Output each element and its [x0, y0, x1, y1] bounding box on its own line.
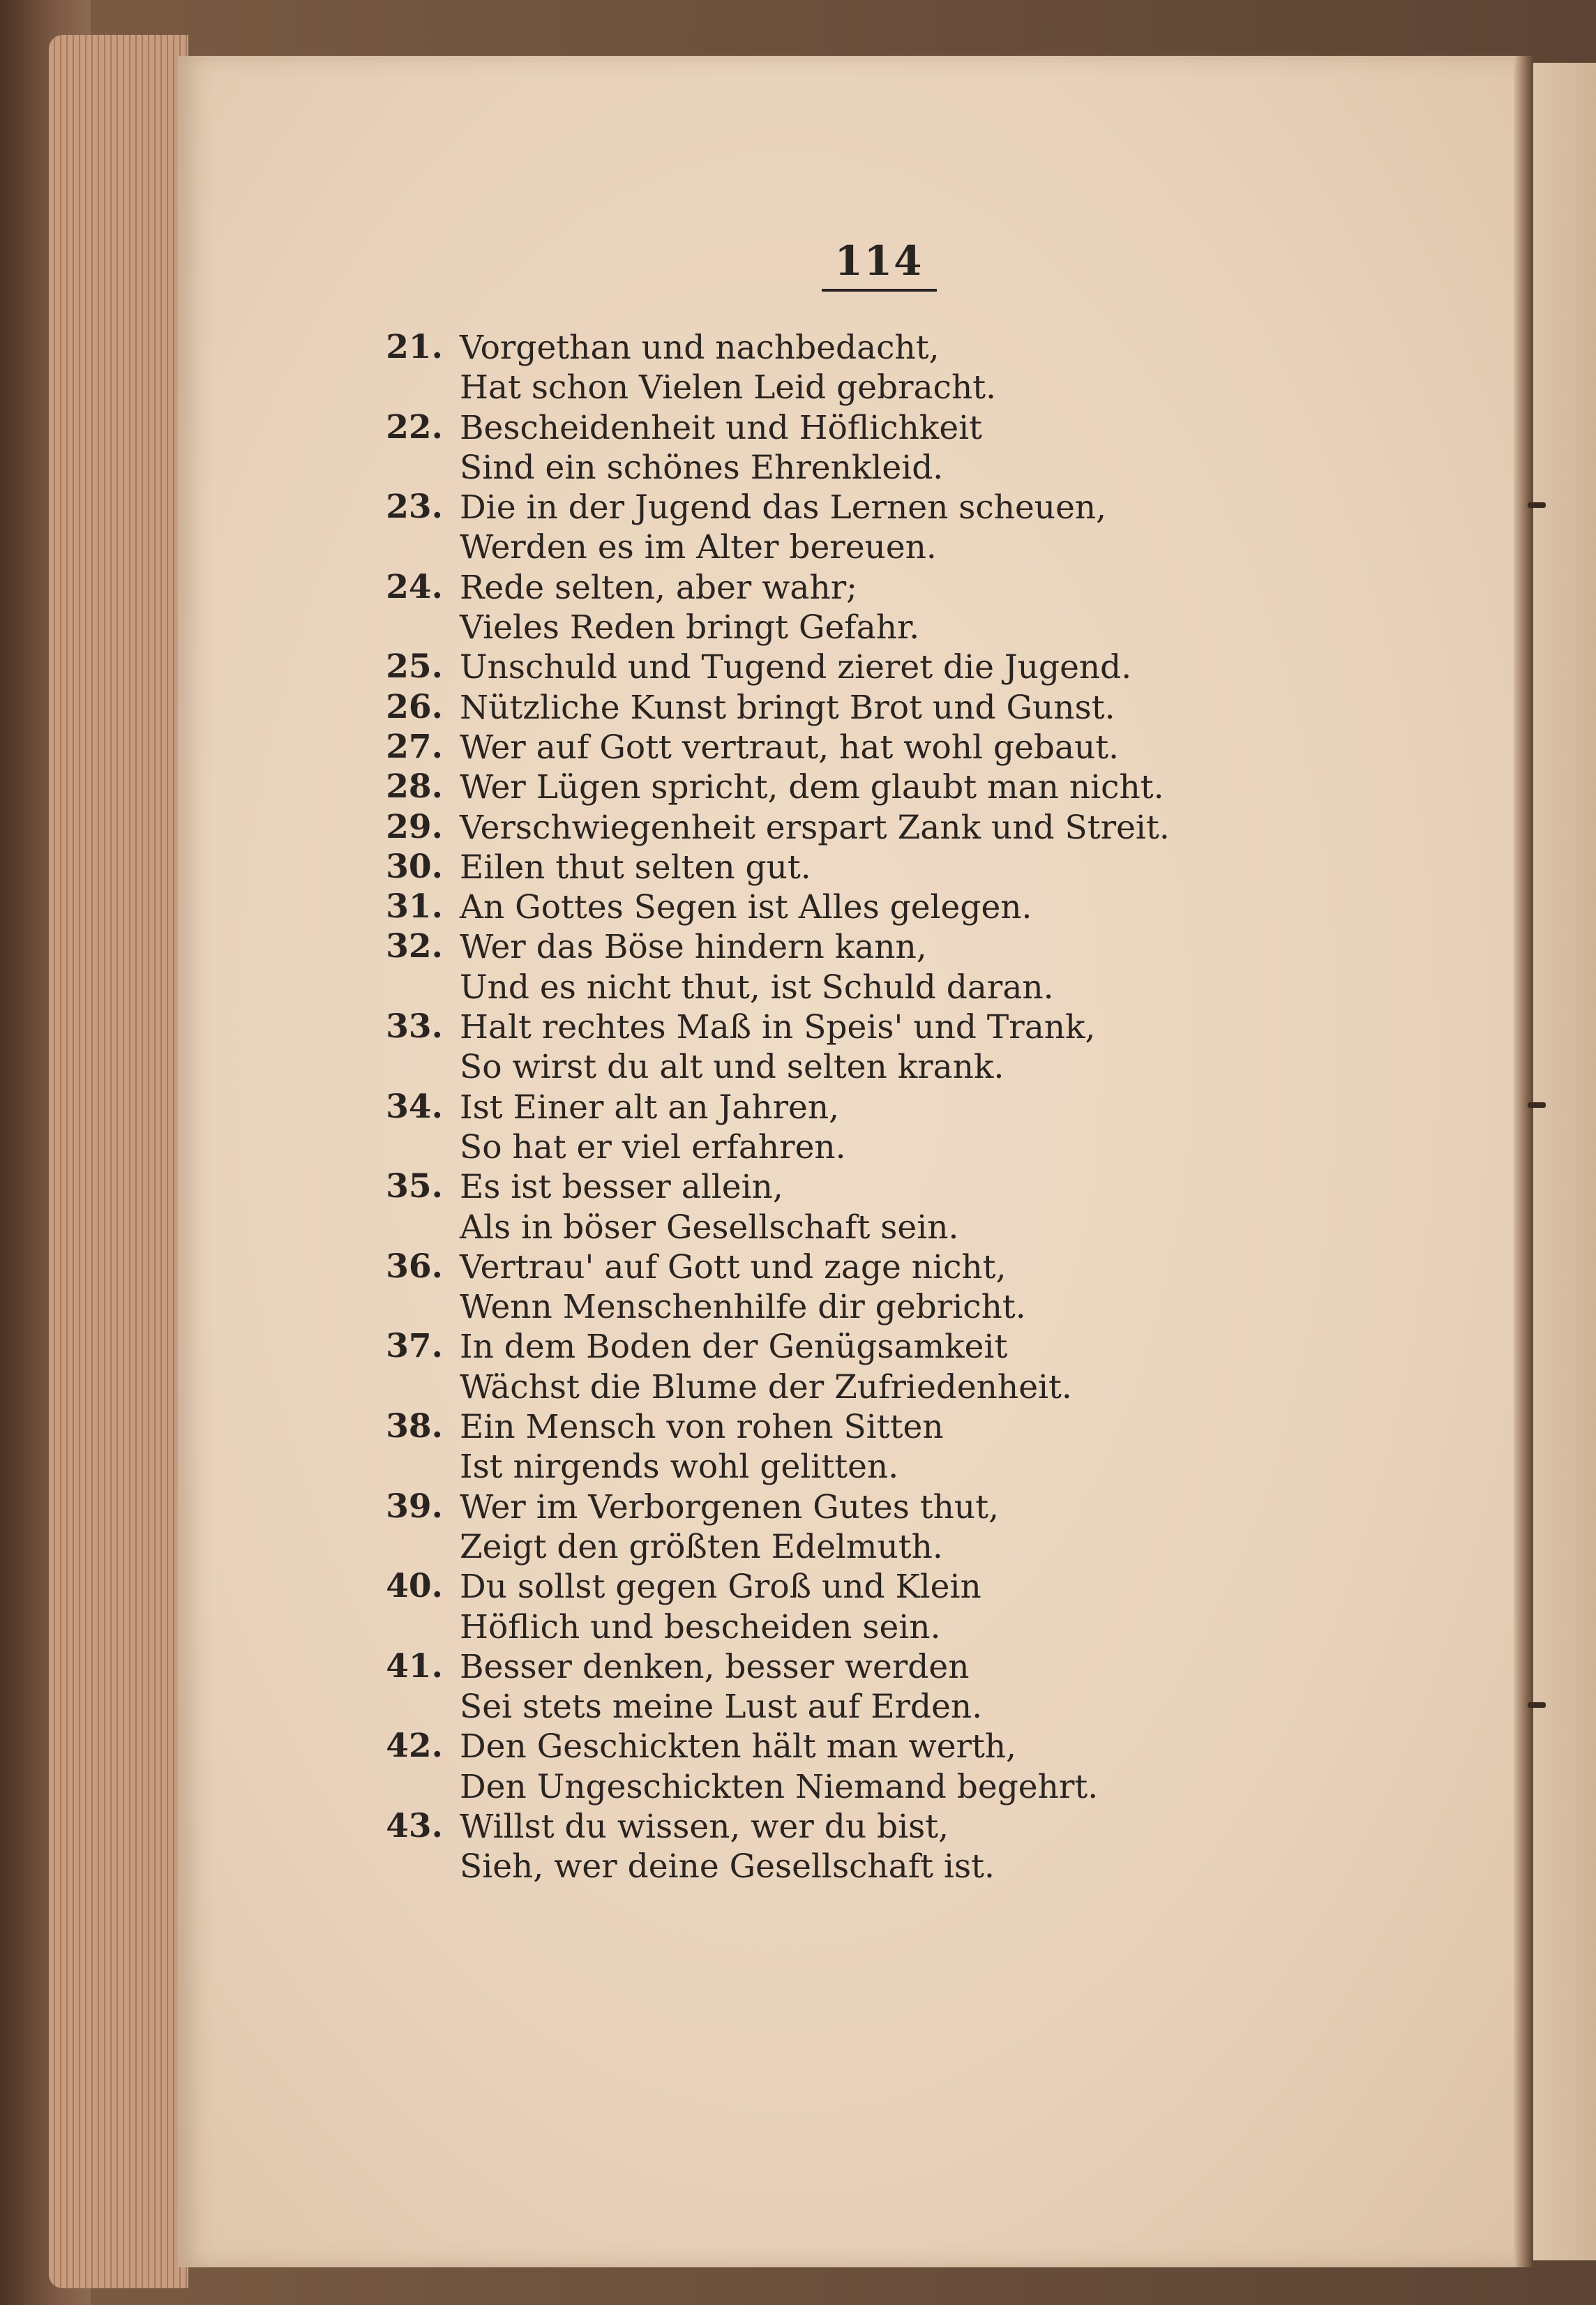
page-edges	[49, 35, 188, 2288]
verse-line: Sieh, wer deine Gesellschaft ist.	[460, 1847, 995, 1886]
verse-number: 27.	[386, 727, 443, 766]
verse-item	[370, 1088, 1277, 1168]
verse-item	[370, 1327, 1277, 1407]
verse-number: 29.	[386, 807, 443, 846]
verse-line: Besser denken, besser werden	[460, 1647, 970, 1686]
verse-line: Als in böser Gesellschaft sein.	[460, 1208, 959, 1247]
verse-lines	[460, 568, 1277, 648]
verse-item	[370, 728, 1277, 767]
verse-number: 40.	[386, 1567, 443, 1606]
verse-lines	[460, 808, 1277, 848]
verse-line: Die in der Jugend das Lernen scheuen,	[460, 488, 1107, 527]
verse-lines	[460, 647, 1277, 687]
binding-stitch	[1528, 502, 1546, 508]
verse-lines	[460, 728, 1277, 767]
verse-line: Den Ungeschickten Niemand begehrt.	[460, 1767, 1099, 1806]
verse-item	[370, 688, 1277, 728]
verse-item	[370, 1007, 1277, 1088]
verse-number: 22.	[386, 407, 443, 446]
verse-item	[370, 328, 1277, 408]
verse-number: 37.	[386, 1327, 443, 1366]
book-gutter	[1514, 56, 1533, 2267]
verse-line: Hat schon Vielen Leid gebracht.	[460, 368, 997, 407]
header-rule	[822, 289, 937, 292]
verse-line: Höflich und bescheiden sein.	[460, 1607, 941, 1646]
verse-number: 21.	[386, 328, 443, 366]
facing-page-edge	[1533, 63, 1596, 2260]
verse-lines	[460, 927, 1277, 1007]
verse-lines	[460, 1007, 1277, 1088]
verse-lines	[460, 1088, 1277, 1168]
verse-lines	[460, 1327, 1277, 1407]
verse-line: Bescheidenheit und Höflichkeit	[460, 408, 983, 447]
verse-item	[370, 488, 1277, 568]
verse-item	[370, 1807, 1277, 1887]
verse-item	[370, 808, 1277, 848]
verse-lines	[460, 767, 1277, 807]
verse-item	[370, 647, 1277, 687]
verse-number: 39.	[386, 1487, 443, 1526]
verse-number: 30.	[386, 847, 443, 886]
verse-item	[370, 848, 1277, 887]
verse-lines	[460, 848, 1277, 887]
verse-item	[370, 927, 1277, 1007]
verse-item	[370, 1647, 1277, 1727]
verse-lines	[460, 1807, 1277, 1887]
verse-item	[370, 568, 1277, 648]
verse-line: Sei stets meine Lust auf Erden.	[460, 1688, 983, 1727]
verse-line: Ist Einer alt an Jahren,	[460, 1088, 840, 1127]
verse-number: 25.	[386, 647, 443, 686]
verse-line: Willst du wissen, wer du bist,	[460, 1807, 949, 1846]
binding-stitch	[1528, 1702, 1546, 1708]
verse-number: 26.	[386, 687, 443, 726]
verse-number: 32.	[386, 927, 443, 966]
verse-lines	[460, 887, 1277, 927]
verse-line: Wächst die Blume der Zufriedenheit.	[460, 1367, 1072, 1406]
verse-line: Sind ein schönes Ehrenkleid.	[460, 448, 944, 487]
verse-number: 34.	[386, 1087, 443, 1126]
verse-item	[370, 1487, 1277, 1568]
verse-number: 38.	[386, 1407, 443, 1446]
verse-lines	[460, 488, 1277, 568]
verse-lines	[460, 408, 1277, 488]
verse-lines	[460, 1567, 1277, 1647]
verse-lines	[460, 328, 1277, 408]
verse-number: 42.	[386, 1727, 443, 1766]
verse-line: Nützliche Kunst bringt Brot und Gunst.	[460, 688, 1115, 727]
verse-item	[370, 408, 1277, 488]
verse-line: So wirst du alt und selten krank.	[460, 1048, 1004, 1087]
verse-item	[370, 1727, 1277, 1807]
verse-number: 31.	[386, 887, 443, 926]
verse-number: 24.	[386, 567, 443, 606]
verse-line: Es ist besser allein,	[460, 1168, 783, 1207]
verse-line: Unschuld und Tugend zieret die Jugend.	[460, 648, 1132, 687]
verse-line: Den Geschickten hält man werth,	[460, 1727, 1017, 1766]
verse-lines	[460, 1487, 1277, 1568]
verse-line: Vieles Reden bringt Gefahr.	[460, 608, 920, 647]
verse-line: In dem Boden der Genügsamkeit	[460, 1328, 1008, 1367]
verse-line: Wer Lügen spricht, dem glaubt man nicht.	[460, 768, 1164, 807]
verse-line: Ein Mensch von rohen Sitten	[460, 1408, 944, 1447]
verse-lines	[460, 1407, 1277, 1487]
verse-lines	[460, 1647, 1277, 1727]
verse-list	[370, 328, 1277, 1887]
verse-number: 23.	[386, 488, 443, 527]
page-header	[809, 237, 949, 292]
binding-stitch	[1528, 1102, 1546, 1108]
verse-number: 28.	[386, 767, 443, 806]
verse-line: Wer das Böse hindern kann,	[460, 928, 927, 967]
verse-line: Zeigt den größten Edelmuth.	[460, 1527, 943, 1566]
verse-item	[370, 1247, 1277, 1328]
verse-lines	[460, 1727, 1277, 1807]
verse-number: 43.	[386, 1806, 443, 1845]
verse-line: Wer im Verborgenen Gutes thut,	[460, 1487, 1000, 1526]
verse-line: So hat er viel erfahren.	[460, 1127, 846, 1166]
verse-line: Vertrau' auf Gott und zage nicht,	[460, 1247, 1007, 1286]
verse-line: Vorgethan und nachbedacht,	[460, 329, 940, 367]
verse-number: 41.	[386, 1646, 443, 1685]
verse-line: Und es nicht thut, ist Schuld daran.	[460, 968, 1054, 1007]
verse-line: Du sollst gegen Groß und Klein	[460, 1568, 981, 1607]
verse-lines	[460, 688, 1277, 728]
verse-line: Halt rechtes Maß in Speis' und Trank,	[460, 1008, 1096, 1047]
verse-line: Verschwiegenheit erspart Zank und Streit.	[460, 808, 1170, 847]
verse-lines	[460, 1247, 1277, 1328]
verse-number: 33.	[386, 1007, 443, 1046]
verse-line: Wenn Menschenhilfe dir gebricht.	[460, 1288, 1026, 1327]
page-number: 114	[834, 237, 924, 285]
verse-line: Werden es im Alter bereuen.	[460, 528, 937, 567]
verse-line: Wer auf Gott vertraut, hat wohl gebaut.	[460, 728, 1120, 767]
verse-line: Ist nirgends wohl gelitten.	[460, 1448, 899, 1487]
verse-line: An Gottes Segen ist Alles gelegen.	[460, 888, 1032, 927]
verse-line: Rede selten, aber wahr;	[460, 568, 858, 607]
verse-line: Eilen thut selten gut.	[460, 848, 811, 887]
verse-number: 36.	[386, 1247, 443, 1286]
verse-item	[370, 1167, 1277, 1247]
verse-item	[370, 767, 1277, 807]
verse-number: 35.	[386, 1167, 443, 1206]
verse-item	[370, 1567, 1277, 1647]
verse-item	[370, 887, 1277, 927]
verse-lines	[460, 1167, 1277, 1247]
verse-item	[370, 1407, 1277, 1487]
